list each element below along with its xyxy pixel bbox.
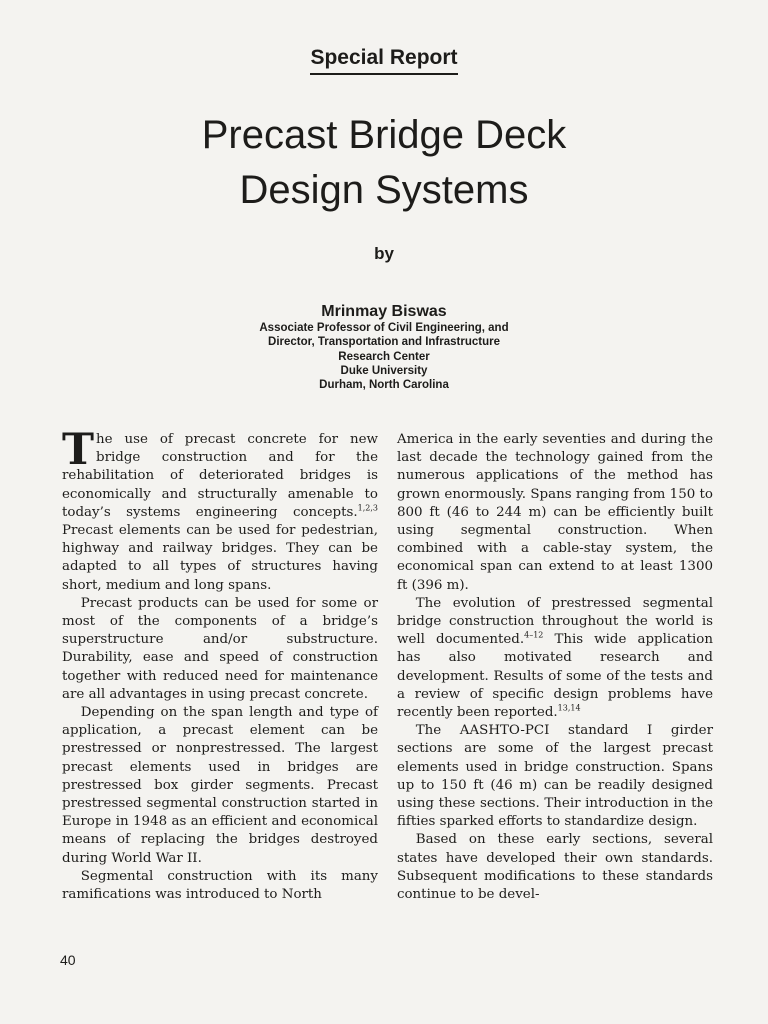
author-name: Mrinmay Biswas xyxy=(321,303,447,320)
paragraph-1 xyxy=(62,425,378,595)
paragraph-7-start: Based on these early sections, several states have developed their own standards. Subsequent modifications to these standards continue to be devel- xyxy=(397,832,713,903)
reference-marker: 13,14 xyxy=(557,703,581,713)
affiliation-line: Duke University xyxy=(340,364,428,377)
paragraph-2: Precast products can be used for some or most of the components of a bridge’s superstructure and/or substructure. Durability, ease and speed of construction together with reduced need for maintenance are all advantages in using precast concrete. xyxy=(62,595,378,702)
paragraph-text: The evolution of prestressed segmental bridge construction throughout the world is well documented. xyxy=(397,595,713,648)
affiliation-line: Research Center xyxy=(338,350,430,363)
reference-marker: 1,2,3 xyxy=(357,503,378,513)
title-line-1: Precast Bridge Deck xyxy=(201,113,567,157)
body-column-left xyxy=(62,425,378,904)
section-label xyxy=(0,46,768,75)
affiliation-line: Durham, North Carolina xyxy=(319,379,449,392)
byline: by xyxy=(374,244,394,263)
affiliation-line: Director, Transportation and Infrastructure xyxy=(268,336,500,349)
paragraph-text: he use of precast concrete for new bridge construction and for the rehabilitation of deteriorated bridges is economically and structurally amenable to today’s systems engineering concepts. xyxy=(62,432,378,520)
author-block xyxy=(0,302,768,392)
page-number: 40 xyxy=(60,952,76,968)
body-column-right xyxy=(397,431,713,904)
paragraph-5 xyxy=(397,595,713,722)
paragraph-text: This wide application has also motivated research and development. Results of some of the tests and a review of specific design problems have recently been reported. xyxy=(397,632,713,721)
paragraph-3: Depending on the span length and type of application, a precast element can be prestressed or nonprestressed. The largest precast elements used in bridges are prestressed box girder segments. Precast prestressed segmental construction started in Europe in 1948 as an efficient and economical means of replacing the bridges destroyed during World War II. xyxy=(62,705,378,866)
affiliation-line: Associate Professor of Civil Engineering, and xyxy=(259,322,509,334)
reference-marker: 4–12 xyxy=(524,630,544,640)
title-line-2: Design Systems xyxy=(239,168,529,212)
paragraph-4-continued: America in the early seventies and during the last decade the technology gained from the numerous applications of the method has grown enormously. Spans ranging from 150 to 800 ft (46 to 244 m) can be efficiently built using segmental construction. When combined with a cable-stay system, the economical span can extend to at least 1300 ft (396 m). xyxy=(397,432,713,593)
section-label-text: Special Report xyxy=(310,46,457,75)
article-title xyxy=(0,108,768,218)
drop-cap: T xyxy=(62,425,94,475)
paragraph-text: Precast elements can be used for pedestrian, highway and railway bridges. They can be adapted to all types of structures having short, medium and long spans. xyxy=(62,523,378,593)
paragraph-6: The AASHTO-PCI standard I girder sections are some of the largest precast elements used in bridge construction. Spans up to 150 ft (46 m) can be readily designed using these sections. Their introduction in the fifties sparked efforts to standardize design. xyxy=(397,723,713,830)
paragraph-4-start: Segmental construction with its many ramifications was introduced to North xyxy=(62,868,378,903)
